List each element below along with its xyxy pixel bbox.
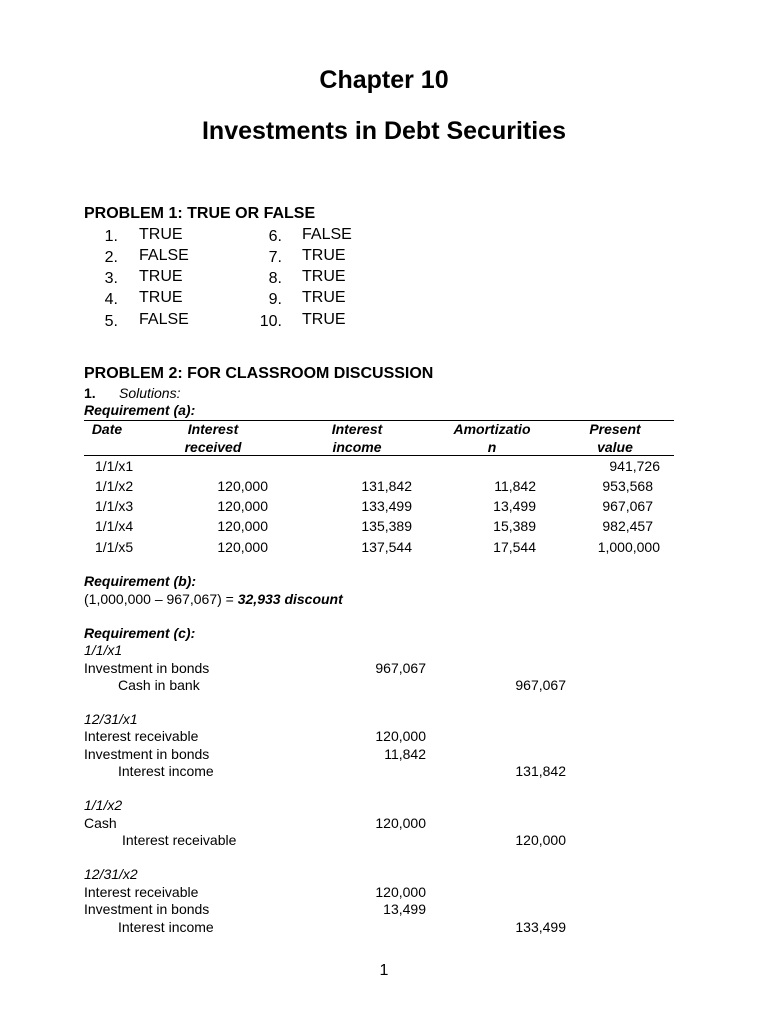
page-title: Investments in Debt Securities: [201, 117, 566, 145]
cell-date: 1/1/x5: [95, 539, 134, 555]
requirement-b-result: 32,933 discount: [237, 591, 343, 607]
column-header: Present value: [589, 421, 641, 455]
column-header: Interest income: [331, 421, 383, 455]
cell-amortization: 15,389: [493, 518, 536, 534]
tf-item-answer: FALSE: [302, 226, 352, 243]
cell-interest-received: 120,000: [217, 518, 268, 534]
cell-amortization: 13,499: [493, 498, 536, 514]
tf-item-answer: TRUE: [139, 268, 183, 285]
requirement-b-answer: [84, 591, 343, 607]
entry-debit: 120,000: [375, 815, 426, 831]
cell-date: 1/1/x4: [95, 518, 134, 534]
entry-account: Cash: [84, 815, 117, 831]
tf-item-answer: TRUE: [302, 289, 346, 306]
tf-item-answer: TRUE: [302, 268, 346, 285]
entry-account: Investment in bonds: [84, 901, 210, 917]
tf-item-answer: TRUE: [139, 226, 183, 243]
entry-credit: 967,067: [515, 677, 566, 693]
cell-present-value: 967,067: [602, 498, 653, 514]
entry-account: Investment in bonds: [84, 660, 210, 676]
cell-present-value: 982,457: [602, 518, 653, 534]
cell-date: 1/1/x2: [95, 478, 134, 494]
solutions-label: Solutions:: [119, 385, 181, 401]
cell-present-value: 953,568: [602, 478, 653, 494]
tf-item-number: 4.: [104, 291, 118, 308]
cell-interest-received: 120,000: [217, 539, 268, 555]
tf-item-number: 3.: [104, 270, 118, 287]
tf-item-answer: FALSE: [139, 247, 189, 264]
entry-credit: 120,000: [515, 832, 566, 848]
entry-credit: 131,842: [515, 763, 566, 779]
cell-interest-income: 131,842: [361, 478, 412, 494]
entry-date: 12/31/x1: [84, 711, 138, 727]
entry-date: 1/1/x2: [84, 797, 123, 813]
entry-debit: 120,000: [375, 728, 426, 744]
tf-item-number: 10.: [259, 313, 282, 330]
entry-account: Interest receivable: [84, 884, 199, 900]
cell-date: 1/1/x3: [95, 498, 134, 514]
requirement-b-formula: (1,000,000 – 967,067) =: [84, 591, 238, 607]
chapter-heading: Chapter 10: [319, 66, 449, 94]
table-header-rule: [84, 455, 674, 456]
column-header: Amortizatio n: [453, 421, 531, 455]
cell-interest-income: 135,389: [361, 518, 412, 534]
entry-account: Interest income: [118, 763, 214, 779]
tf-item-number: 2.: [104, 249, 118, 266]
entry-account: Interest income: [118, 919, 214, 935]
entry-account: Interest receivable: [84, 728, 199, 744]
problem1-heading: PROBLEM 1: TRUE OR FALSE: [84, 205, 316, 222]
tf-item-number: 1.: [104, 228, 118, 245]
tf-item-answer: TRUE: [302, 311, 346, 328]
tf-item-answer: FALSE: [139, 311, 189, 328]
tf-item-answer: TRUE: [302, 247, 346, 264]
tf-item-answer: TRUE: [139, 289, 183, 306]
entry-account: Investment in bonds: [84, 746, 210, 762]
cell-date: 1/1/x1: [95, 458, 134, 474]
tf-item-number: 8.: [268, 270, 282, 287]
cell-interest-income: 137,544: [361, 539, 412, 555]
entry-debit: 967,067: [375, 660, 426, 676]
cell-present-value: 941,726: [609, 458, 660, 474]
item-number: 1.: [84, 385, 96, 401]
entry-date: 12/31/x2: [84, 866, 138, 882]
problem2-heading: PROBLEM 2: FOR CLASSROOM DISCUSSION: [84, 365, 434, 382]
entry-date: 1/1/x1: [84, 642, 123, 658]
entry-credit: 133,499: [515, 919, 566, 935]
cell-amortization: 11,842: [494, 478, 536, 494]
entry-debit: 120,000: [375, 884, 426, 900]
tf-item-number: 5.: [104, 313, 118, 330]
requirement-b-label: Requirement (b):: [84, 573, 196, 589]
tf-item-number: 9.: [268, 291, 282, 308]
requirement-a-label: Requirement (a):: [84, 402, 196, 418]
tf-item-number: 7.: [268, 249, 282, 266]
cell-present-value: 1,000,000: [597, 539, 660, 555]
page-number: 1: [379, 962, 389, 979]
requirement-c-label: Requirement (c):: [84, 625, 196, 641]
cell-interest-received: 120,000: [217, 478, 268, 494]
entry-debit: 11,842: [384, 746, 426, 762]
entry-debit: 13,499: [383, 901, 426, 917]
column-header: Date: [91, 421, 123, 437]
cell-amortization: 17,544: [493, 539, 536, 555]
entry-account: Cash in bank: [118, 677, 200, 693]
cell-interest-income: 133,499: [361, 498, 412, 514]
tf-item-number: 6.: [268, 228, 282, 245]
entry-account: Interest receivable: [122, 832, 237, 848]
column-header: Interest received: [184, 421, 242, 455]
cell-interest-received: 120,000: [217, 498, 268, 514]
